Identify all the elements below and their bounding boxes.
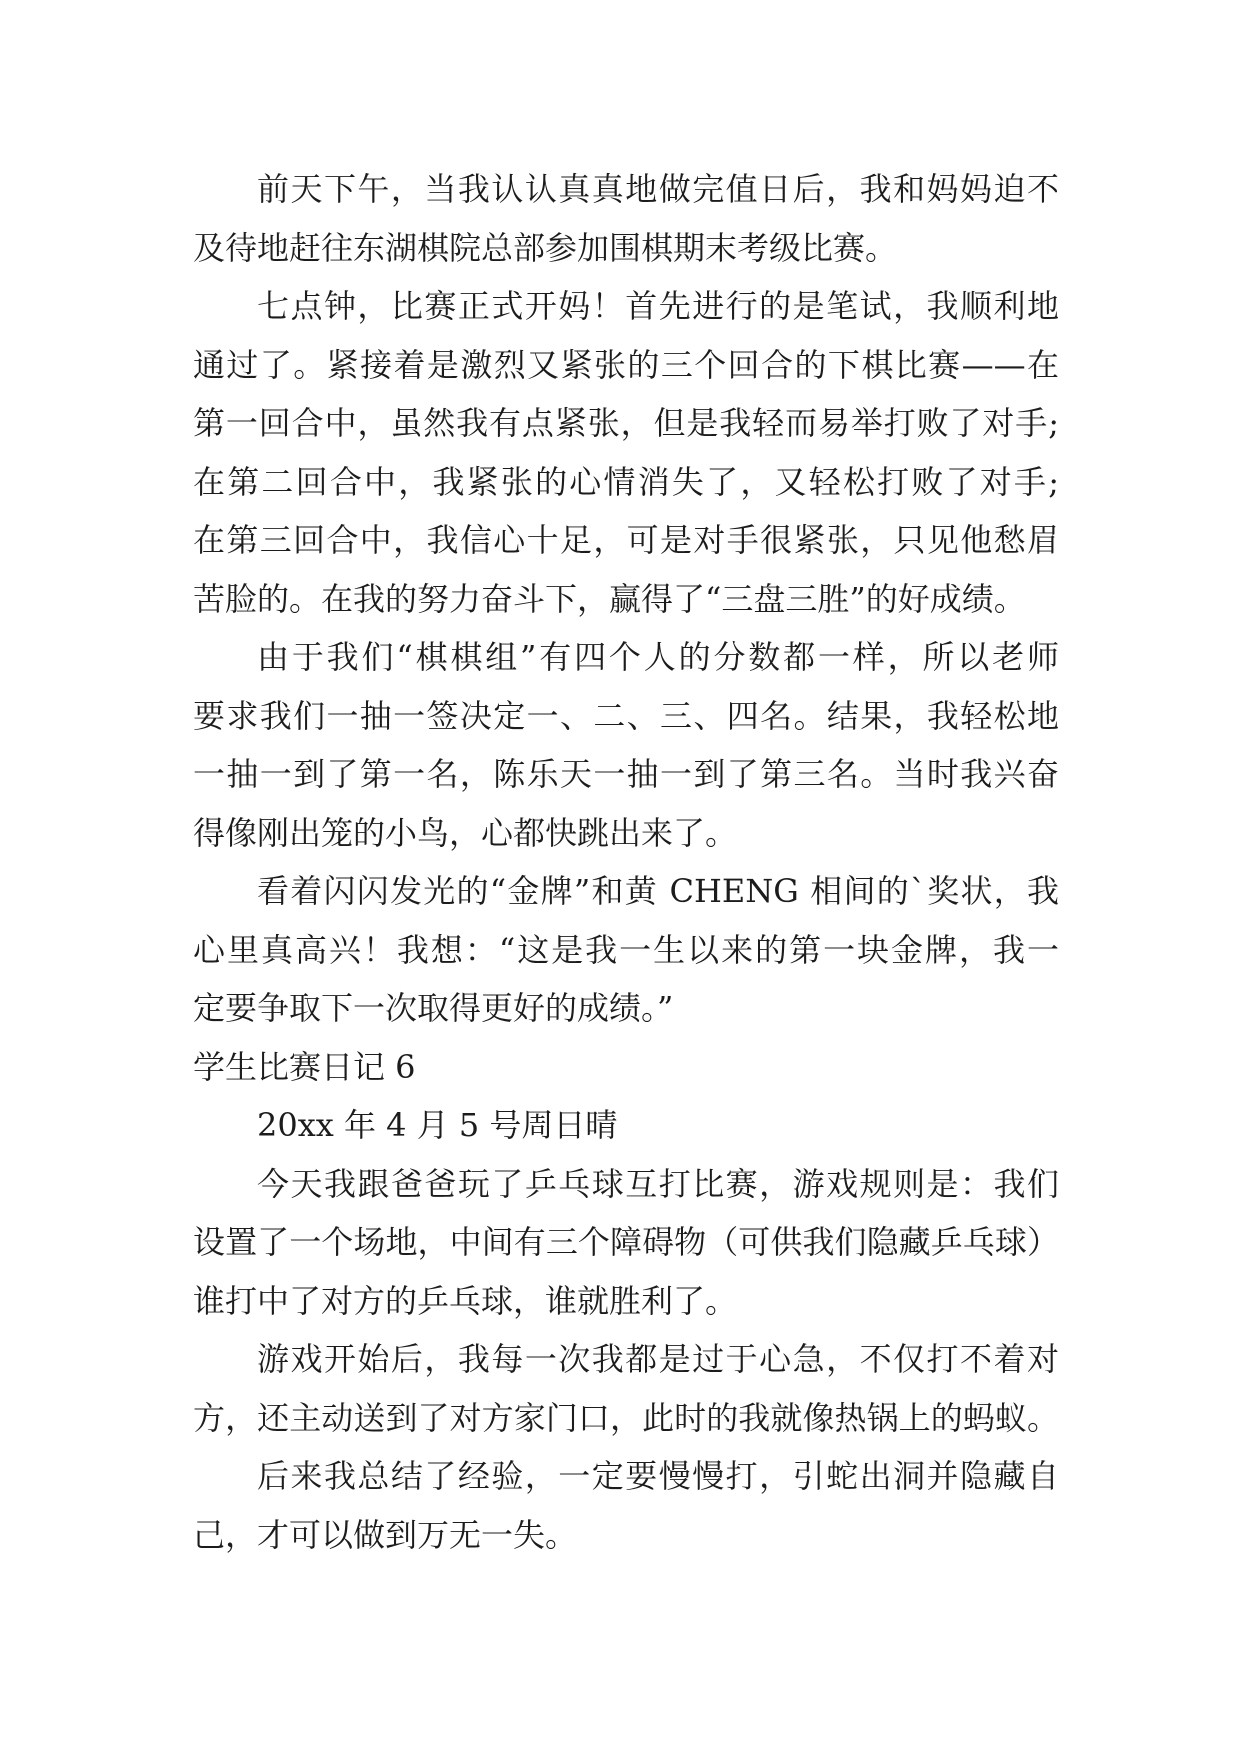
text-line: 通过了。紧接着是激烈又紧张的三个回合的下棋比赛——在 bbox=[193, 345, 1059, 384]
paragraph bbox=[193, 1155, 1059, 1331]
text-line: 方，还主动送到了对方家门口，此时的我就像热锅上的蚂蚁。 bbox=[193, 1398, 1059, 1437]
text-line: 后来我总结了经验，一定要慢慢打，引蛇出洞并隐藏自 bbox=[257, 1457, 1059, 1495]
text-line: 苦脸的。在我的努力奋斗下，赢得了“三盘三胜”的好成绩。 bbox=[193, 579, 1026, 618]
paragraph bbox=[193, 1447, 1059, 1564]
text-line: 得像刚出笼的小鸟，心都快跳出来了。 bbox=[193, 813, 738, 852]
text-line: 一抽一到了第一名，陈乐天一抽一到了第三名。当时我兴奋 bbox=[193, 755, 1059, 793]
text-line: 心里真高兴！我想：“这是我一生以来的第一块金牌，我一 bbox=[193, 930, 1059, 969]
text-line: 看着闪闪发光的“金牌”和黄 CHENG 相间的`奖状，我 bbox=[257, 872, 1059, 910]
paragraph bbox=[193, 277, 1059, 628]
date-line bbox=[193, 1096, 1059, 1155]
date-text: 20xx 年 4 月 5 号周日晴 bbox=[257, 1106, 618, 1144]
paragraph bbox=[193, 628, 1059, 862]
text-line: 及待地赶往东湖棋院总部参加围棋期末考级比赛。 bbox=[193, 228, 898, 267]
text-line: 在第三回合中，我信心十足，可是对手很紧张，只见他愁眉 bbox=[193, 521, 1059, 559]
text-line: 由于我们“棋棋组”有四个人的分数都一样，所以老师 bbox=[257, 638, 1059, 676]
text-line: 前天下午，当我认认真真地做完值日后，我和妈妈迫不 bbox=[257, 170, 1059, 208]
paragraph bbox=[193, 1330, 1059, 1447]
section-heading bbox=[193, 1038, 1059, 1097]
paragraph bbox=[193, 160, 1059, 277]
text-line: 要求我们一抽一签决定一、二、三、四名。结果，我轻松地 bbox=[193, 696, 1059, 735]
text-line: 在第二回合中，我紧张的心情消失了，又轻松打败了对手; bbox=[193, 462, 1059, 501]
text-line: 七点钟，比赛正式开妈！首先进行的是笔试，我顺利地 bbox=[257, 287, 1059, 325]
document-body bbox=[193, 160, 1059, 1564]
text-line: 己，才可以做到万无一失。 bbox=[193, 1515, 578, 1554]
paragraph bbox=[193, 862, 1059, 1038]
text-line: 第一回合中，虽然我有点紧张，但是我轻而易举打败了对手; bbox=[193, 404, 1059, 442]
text-line: 定要争取下一次取得更好的成绩。” bbox=[193, 989, 674, 1027]
text-line: 游戏开始后，我每一次我都是过于心急，不仅打不着对 bbox=[257, 1340, 1059, 1378]
heading-text: 学生比赛日记 6 bbox=[193, 1047, 416, 1086]
text-line: 今天我跟爸爸玩了乒乓球互打比赛，游戏规则是：我们 bbox=[257, 1164, 1059, 1203]
text-line: 谁打中了对方的乒乓球，谁就胜利了。 bbox=[193, 1281, 738, 1320]
text-line: 设置了一个场地，中间有三个障碍物（可供我们隐藏乒乓球） bbox=[193, 1223, 1059, 1261]
